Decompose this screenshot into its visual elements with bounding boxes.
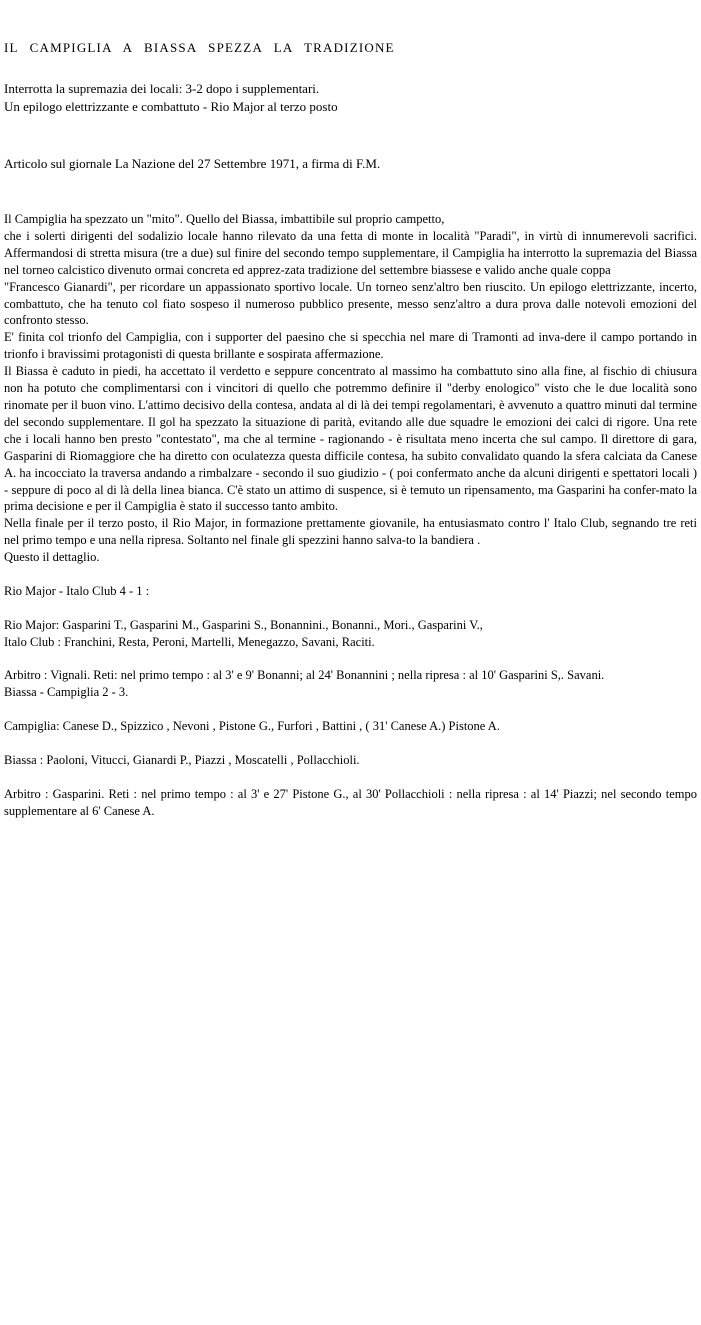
match-lineup: Italo Club : Franchini, Resta, Peroni, Martelli, Menegazzo, Savani, Raciti.	[4, 634, 375, 649]
spacer	[4, 769, 697, 786]
article-paragraph: che i solerti dirigenti del sodalizio locale hanno rilevato da una fetta di monte in località "Paradi", in virtù di innumerevoli sacrifici. Affermandosi di stretta misura (tre a due) sul finire del secondo tempo supplementare, il Campiglia ha interrotto la supremazia del Biassa nel torneo calcistico divenuto ormai concreta ed apprez-zata tradizione del settembre biassese e valido anche quale coppa	[4, 228, 697, 277]
match-lineup: Rio Major: Gasparini T., Gasparini M., Gasparini S., Bonannini., Bonanni., Mori., Gasparini V.,	[4, 617, 483, 632]
spacer	[4, 600, 697, 617]
match-header: Rio Major - Italo Club 4 - 1 :	[4, 583, 150, 598]
headline: IL CAMPIGLIA A BIASSA SPEZZA LA TRADIZIONE	[4, 40, 395, 55]
article-paragraph: "Francesco Gianardi", per ricordare un appassionato sportivo locale. Un torneo senz'altro ben riuscito. Un epilogo elettrizzante, incerto, combattuto, che ha tenuto col fiato sospeso il numeroso pubblico presente, messo senz'altro a dura prova dalle notevoli emozioni del confronto stesso.	[4, 279, 697, 328]
article-paragraph: Questo il dettaglio.	[4, 550, 100, 565]
match-header: Biassa - Campiglia 2 - 3.	[4, 685, 129, 700]
article-paragraph: Il Campiglia ha spezzato un "mito". Quello del Biassa, imbattibile sul proprio campetto,	[4, 212, 445, 226]
match-referee: Arbitro : Gasparini. Reti : nel primo tempo : al 3' e 27' Pistone G., al 30' Pollacchioli : nella ripresa : al 14' Piazzi; nel secondo tempo supplementare al 6' Canese A.	[4, 786, 697, 818]
source-note: Articolo sul giornale La Nazione del 27 Settembre 1971, a firma di F.M.	[4, 156, 381, 171]
spacer	[4, 735, 697, 752]
article-paragraph: Nella finale per il terzo posto, il Rio Major, in formazione prettamente giovanile, ha entusiasmato contro l' Italo Club, segnando tre reti nel primo tempo e una nella ripresa. Soltanto nel finale gli spezzini hanno salva-to la bandiera .	[4, 516, 697, 548]
article-body	[4, 211, 697, 820]
spacer	[4, 566, 697, 583]
article-paragraph: E' finita col trionfo del Campiglia, con i supporter del paesino che si specchia nel mare di Tramonti ad inva-dere il campo portando in trionfo i bravissimi protagonisti di questa brillante e sospirata affermazione.	[4, 330, 697, 362]
spacer	[4, 651, 697, 668]
article-paragraph: Il Biassa è caduto in piedi, ha accettato il verdetto e seppure concentrato al massimo ha combattuto sino alla fine, al fischio di chiusura non ha potuto che complimentarsi con i vincitori di quello che potremmo definire il "derby enologico" visto che le due località sono rinomate per il buon vino. L'attimo decisivo della contesa, andata al di là dei tempi regolamentari, è avvenuto a quattro minuti dal termine del secondo supplementare. Il gol ha spezzato la situazione di parità, evitando alle due squadre le emozioni dei calci di rigore. Una rete che i locali hanno ben presto "contestato", ma che al termine - ragionando - è risultata meno incerta che sul campo. Il direttore di gara, Gasparini di Riomaggiore che ha diretto con oculatezza questa difficile contesa, ha subito convalidato quando la sfera calciata da Canese A. ha incocciato la traversa andando a rimbalzare - secondo il suo giudizio - ( poi confermato anche da alcuni dirigenti e spettatori locali ) - seppure di poco al di là della linea bianca. C'è stato un attimo di suspence, si è temuto un ripensamento, ma Gasparini ha confer-mato la prima decisione e per il Campiglia è stato il successo tanto ambito.	[4, 364, 697, 514]
match-referee: Arbitro : Vignali. Reti: nel primo tempo : al 3' e 9' Bonanni; al 24' Bonannini ; nella ripresa : al 10' Gasparini S,. Savani.	[4, 668, 605, 683]
match-lineup: Biassa : Paoloni, Vitucci, Gianardi P., Piazzi , Moscatelli , Pollacchioli.	[4, 752, 360, 767]
spacer	[4, 701, 697, 718]
subheading-2: Un epilogo elettrizzante e combattuto - Rio Major al terzo posto	[4, 99, 338, 114]
subheading-1: Interrotta la supremazia dei locali: 3-2 dopo i supplementari.	[4, 81, 320, 96]
match-lineup: Campiglia: Canese D., Spizzico , Nevoni , Pistone G., Furfori , Battini , ( 31' Canese A.) Pistone A.	[4, 719, 500, 734]
